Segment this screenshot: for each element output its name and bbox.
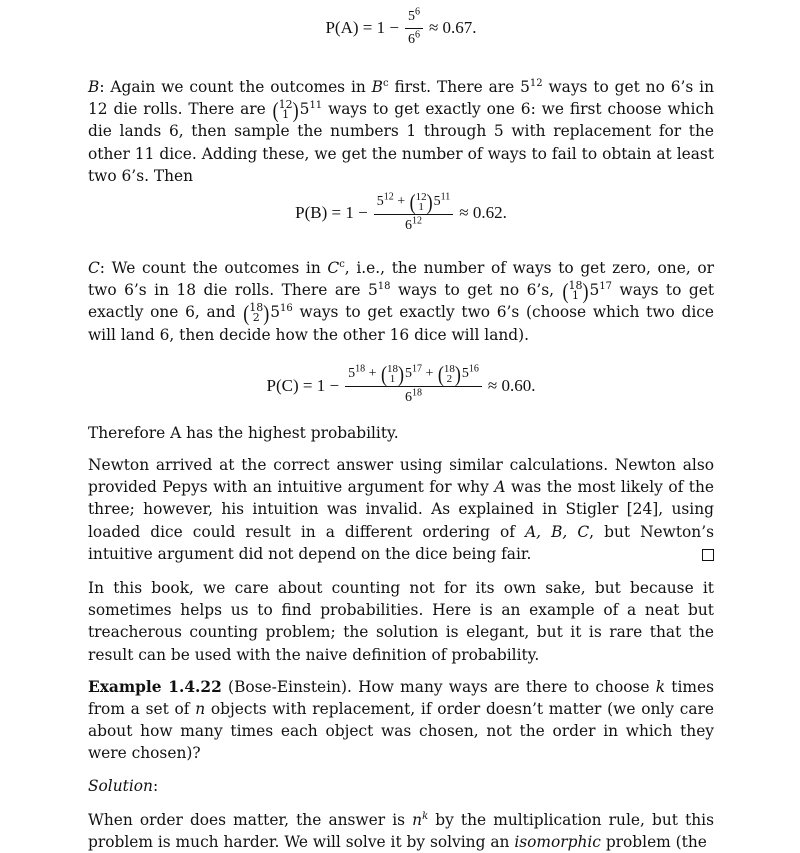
para-b-binom-n: 12 bbox=[278, 98, 293, 112]
para-b-set-sup: c bbox=[382, 77, 389, 89]
para-c-text-3: ways to get no 6’s, bbox=[390, 281, 562, 300]
eq-b-binom-n: 12 bbox=[415, 190, 427, 203]
eq-c-den: 6 bbox=[404, 390, 412, 406]
para-c-text-1: : We count the outcomes in bbox=[99, 259, 328, 278]
solution-label: Solution bbox=[88, 776, 153, 795]
solution-colon: : bbox=[152, 776, 159, 795]
para-c-bn1: 18 bbox=[568, 279, 583, 293]
example-label: Example 1.4.22 bbox=[88, 677, 222, 696]
newton-text-3: , but Newton’s intuitive argument did not depend on the dice being fair. bbox=[88, 522, 714, 563]
eq-a-lhs: P(A) = 1 − bbox=[325, 17, 399, 37]
newton-text-1: Newton arrived at the correct answer using similar calculations. Newton also provided Pepys with an intuitive argument for why bbox=[88, 456, 714, 497]
para-c-set-sup: c bbox=[339, 258, 345, 270]
eq-c-n2: 5 bbox=[404, 366, 412, 382]
paragraph-c bbox=[88, 257, 714, 346]
para-c-bn2: 18 bbox=[249, 301, 264, 315]
para-c-text-4: ways to get exactly one 6, and bbox=[88, 281, 715, 322]
equation-p-a bbox=[88, 6, 714, 50]
example-k: k bbox=[655, 677, 666, 696]
eq-b-num1-exp: 12 bbox=[383, 191, 394, 203]
para-c-binom-1: ( 18 1 ) bbox=[562, 278, 589, 304]
eq-b-binom: ( 12 1 ) bbox=[409, 189, 433, 215]
equation-p-c bbox=[88, 360, 714, 412]
para-c-b2-exp: 17 bbox=[599, 281, 613, 293]
eq-c-plus2: + bbox=[421, 366, 437, 382]
eq-b-binom-k: 1 bbox=[418, 200, 424, 213]
eq-c-binom-1: ( 18 1 ) bbox=[380, 361, 404, 387]
para-c-text-5: ways to get exactly two 6’s (choose which two dice will land 6, then decide how the other 16 dice will land). bbox=[88, 303, 715, 344]
eq-b-fraction bbox=[374, 189, 454, 235]
paragraph-solution bbox=[88, 775, 714, 797]
eq-c-n1: 5 bbox=[348, 366, 356, 382]
eq-c-den-exp: 18 bbox=[411, 387, 422, 399]
para-b-t4-exp: 11 bbox=[309, 100, 323, 112]
eq-a-num: 5 bbox=[407, 8, 415, 24]
para-b-text-5: ways to get exactly one 6: we first choose which die lands 6, then sample the numbers 1 through 5 with replacement for the other 11 dice. Adding these, we get the number of ways to fail to obtain at least two 6’s. Then bbox=[88, 100, 714, 185]
newton-text-2: was the most likely of the three; however, his intuition was invalid. As explained in Stigler [24], using loaded dice could result in a different ordering of bbox=[88, 478, 714, 541]
para-c-b1-exp: 18 bbox=[377, 281, 391, 293]
para-b-base: 5 bbox=[520, 78, 530, 96]
eq-c-bk2: 2 bbox=[446, 373, 453, 386]
para-c-b3: 5 bbox=[270, 303, 281, 322]
para-c-b1: 5 bbox=[367, 281, 378, 300]
paragraph-book: In this book, we care about counting not for its own sake, but because it sometimes helps us to find probabilities. Here is an example of a neat but treacherous counting problem; the solution is elegant, but it is rare that the result can be used with the naive definition of probability. bbox=[88, 579, 714, 664]
when-isomorphic: isomorphic bbox=[514, 833, 601, 852]
eq-c-n2-exp: 17 bbox=[411, 363, 422, 375]
para-b-t4-base: 5 bbox=[299, 100, 310, 119]
eq-b-num2: 5 bbox=[433, 193, 441, 209]
para-b-text-1: : Again we count the outcomes in bbox=[99, 78, 372, 96]
when-text-3: problem (the bbox=[600, 833, 707, 852]
example-name: (Bose-Einstein). bbox=[221, 677, 352, 696]
eq-b-plus: + bbox=[393, 193, 409, 209]
eq-a-num-exp: 6 bbox=[414, 5, 420, 17]
eq-b-rhs: ≈ 0.62. bbox=[459, 202, 507, 222]
qed-square-icon bbox=[702, 549, 714, 561]
newton-a: A bbox=[494, 478, 506, 497]
example-text-2: times from a set of bbox=[88, 677, 715, 719]
eq-b-lhs: P(B) = 1 − bbox=[295, 202, 368, 222]
eq-b-num2-exp: 11 bbox=[440, 191, 451, 203]
para-c-bk2: 2 bbox=[252, 311, 260, 325]
paragraph-when bbox=[88, 809, 714, 853]
label-b: B bbox=[88, 78, 100, 96]
eq-c-rhs: ≈ 0.60. bbox=[487, 375, 536, 395]
paragraph-newton bbox=[88, 454, 714, 565]
paragraph-b bbox=[88, 76, 714, 187]
example-text-3: objects with replacement, if order doesn’t matter (we only care about how many times each object was chosen, not the order in which they were chosen)? bbox=[88, 700, 715, 763]
example-n: n bbox=[195, 700, 206, 719]
eq-c-n3: 5 bbox=[461, 366, 469, 382]
when-n: n bbox=[412, 810, 423, 829]
when-text-1: When order does matter, the answer is bbox=[88, 810, 413, 829]
example-text-1: How many ways are there to choose bbox=[351, 677, 656, 696]
paragraph-therefore: Therefore A has the highest probability. bbox=[88, 423, 399, 442]
para-b-binom-k: 1 bbox=[282, 108, 290, 122]
para-c-set: C bbox=[327, 259, 340, 278]
para-b-text-2: first. There are bbox=[388, 78, 521, 96]
para-c-bk1: 1 bbox=[572, 289, 580, 303]
para-b-binom: ( 12 1 ) bbox=[272, 97, 299, 123]
para-c-b2: 5 bbox=[589, 281, 600, 300]
para-b-text-3: ways to get no 6’s in 12 die rolls. There are bbox=[88, 78, 715, 119]
para-c-binom-2: ( 18 2 ) bbox=[243, 300, 270, 326]
para-c-b3-exp: 16 bbox=[280, 303, 293, 315]
eq-c-bn2: 18 bbox=[443, 363, 455, 376]
eq-c-lhs: P(C) = 1 − bbox=[266, 375, 340, 395]
para-c-text-2: , i.e., the number of ways to get zero, one, or two 6’s in 18 die rolls. There are bbox=[88, 259, 714, 300]
eq-a-rhs: ≈ 0.67. bbox=[428, 17, 477, 37]
eq-c-n1-exp: 18 bbox=[355, 363, 366, 375]
equation-p-b bbox=[88, 189, 714, 237]
eq-c-plus1: + bbox=[365, 366, 380, 382]
para-b-base-exp: 12 bbox=[529, 77, 543, 89]
when-k: k bbox=[422, 810, 429, 822]
eq-b-num1: 5 bbox=[376, 193, 384, 209]
textbook-page bbox=[0, 5, 800, 852]
eq-c-bn1: 18 bbox=[386, 363, 398, 376]
eq-a-fraction bbox=[405, 5, 423, 49]
eq-c-binom-2: ( 18 2 ) bbox=[437, 361, 461, 387]
when-text-2: by the multiplication rule, but this problem is much harder. We will solve it by solving an bbox=[88, 810, 714, 852]
eq-c-fraction bbox=[345, 361, 482, 407]
label-c: C bbox=[88, 259, 100, 278]
eq-a-den: 6 bbox=[407, 31, 415, 47]
eq-c-n3-exp: 16 bbox=[468, 363, 479, 375]
newton-abc: A, B, C bbox=[525, 522, 590, 541]
para-b-set: B bbox=[371, 78, 383, 96]
eq-a-den-exp: 6 bbox=[414, 28, 420, 40]
paragraph-example bbox=[88, 676, 714, 765]
eq-b-den-exp: 12 bbox=[411, 214, 422, 226]
eq-c-bk1: 1 bbox=[389, 373, 396, 386]
eq-b-den: 6 bbox=[404, 217, 412, 233]
